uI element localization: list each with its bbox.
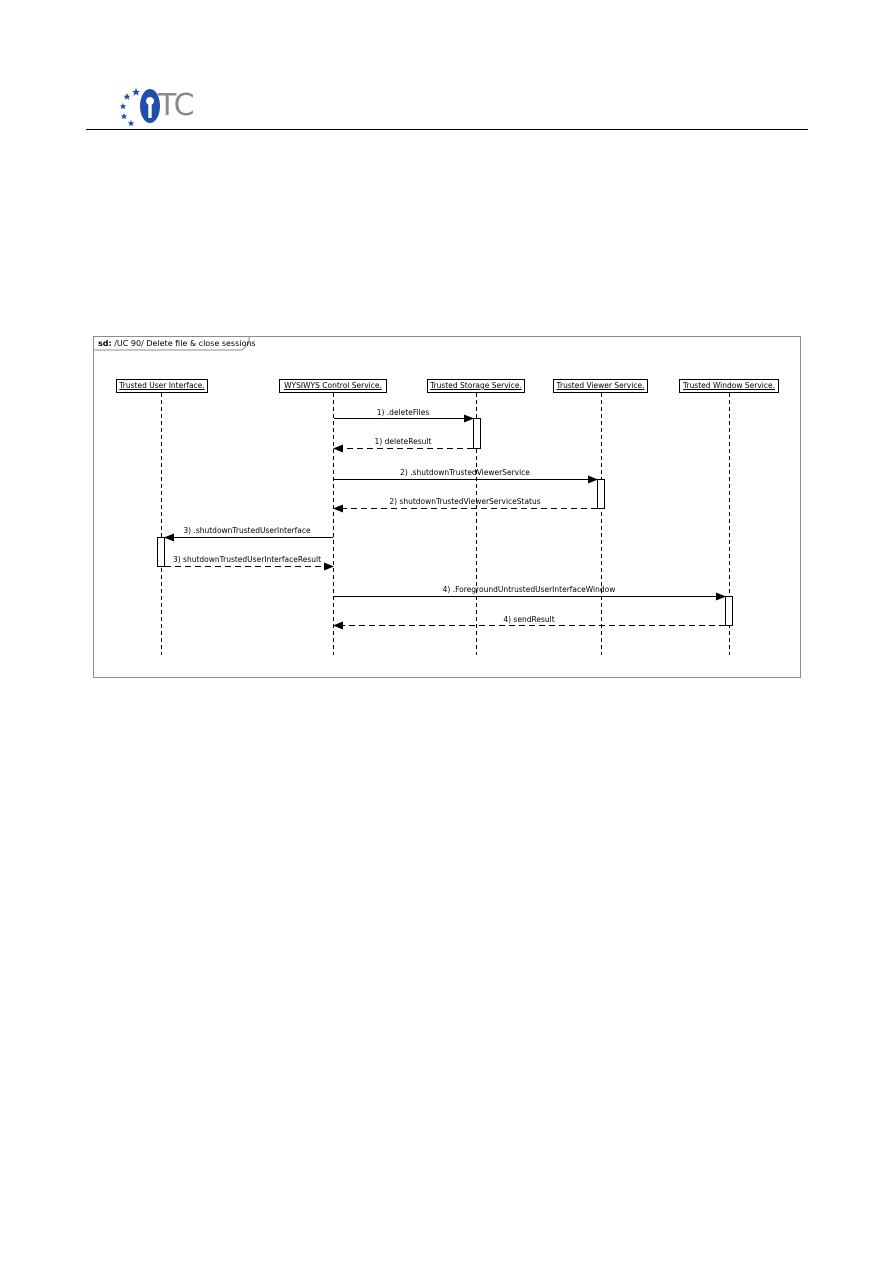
message-label-1-return: 1) deleteResult xyxy=(374,437,432,446)
frame-keyword: sd: xyxy=(98,339,112,348)
sequence-diagram-frame xyxy=(93,336,801,678)
lifeline-trusted-user-interface: Trusted User Interface. xyxy=(116,379,208,393)
message-label-1-call: 1) .deleteFiles xyxy=(376,408,430,417)
message-label-2-call: 2) .shutdownTrustedViewerService xyxy=(400,468,530,477)
sequence-graphics xyxy=(94,337,802,679)
star-icon-group xyxy=(120,88,140,126)
activation-tws xyxy=(726,597,733,626)
lifeline-trusted-window-service: Trusted Window Service. xyxy=(679,379,779,393)
frame-title-text: /UC 90/ Delete file & close sessions xyxy=(114,339,256,348)
message-label-4-return: 4) sendResult xyxy=(503,615,555,624)
activation-tss xyxy=(474,419,481,449)
message-label-3-call: 3) .shutdownTrustedUserInterface xyxy=(183,526,311,535)
message-label-4-call: 4) .ForegroundUntrustedUserInterfaceWindow xyxy=(442,585,616,594)
lifeline-wysiwys-control-service: WYSIWYS Control Service. xyxy=(279,379,387,393)
page-header xyxy=(0,0,893,140)
logo-text: TC xyxy=(158,88,194,123)
header-divider xyxy=(86,129,808,130)
lifeline-trusted-viewer-service: Trusted Viewer Service. xyxy=(553,379,648,393)
message-label-3-return: 3) shutdownTrustedUserInterfaceResult xyxy=(172,555,322,564)
activation-tvs xyxy=(598,480,605,509)
activation-tui xyxy=(158,538,165,567)
lifeline-trusted-storage-service: Trusted Storage Service. xyxy=(427,379,525,393)
message-label-2-return: 2) shutdownTrustedViewerServiceStatus xyxy=(389,497,541,506)
